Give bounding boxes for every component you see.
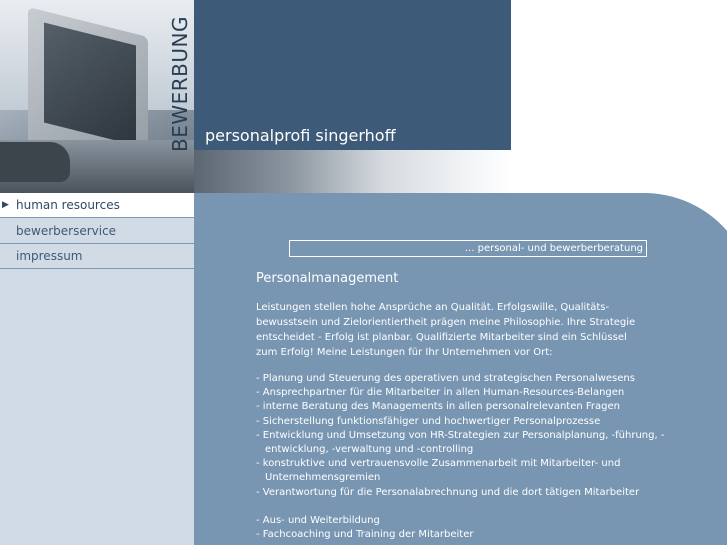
- telephone-shape: [0, 142, 70, 182]
- sidebar-item-impressum[interactable]: [0, 244, 194, 269]
- list-item: - Fachcoaching und Training der Mitarbeiter: [256, 529, 474, 541]
- keyboard-photo-strip: [194, 150, 511, 193]
- list-item: - Sicherstellung funktionsfähiger und hochwertiger Personalprozesse: [256, 415, 601, 427]
- list-item: - Aus- und Weiterbildung: [256, 515, 380, 527]
- brand-name: personalprofi singerhoff: [205, 126, 396, 145]
- sidebar-item-label: human resources: [16, 198, 120, 212]
- sidebar-item-label: bewerberservice: [16, 224, 117, 238]
- list-spacer: [256, 500, 676, 514]
- vertical-title: BEWERBUNG: [168, 16, 192, 152]
- sidebar-item-human-resources[interactable]: [0, 193, 194, 218]
- sidebar-item-label: impressum: [16, 249, 83, 263]
- list-item: - Entwicklung und Umsetzung von HR-Strategien zur Personalplanung, -führung, -entwicklung, -verwaltung und -controlling: [256, 429, 665, 456]
- page-title: Personalmanagement: [256, 271, 399, 286]
- sidebar-nav: [0, 193, 194, 545]
- list-item: - interne Beratung des Managements in allen personalrelevanten Fragen: [256, 401, 620, 413]
- list-item: - Ansprechpartner für die Mitarbeiter in allen Human-Resources-Belangen: [256, 387, 625, 399]
- intro-paragraph: Leistungen stellen hohe Ansprüche an Qualität. Erfolgswille, Qualitäts-bewusstsein und Zielorientiertheit prägen meine Philosophie. Ihre Strategie entscheidet - Erfolg ist planbar. Qualifizierte Mitarbeiter sind ein Schlüssel zum Erfolg! Meine Leistungen für Ihr Unternehmen vor Ort:: [256, 302, 636, 358]
- sidebar-item-bewerberservice[interactable]: [0, 219, 194, 244]
- header-photo: [0, 0, 194, 193]
- list-item: - konstruktive und vertrauensvolle Zusammenarbeit mit Mitarbeiter- und Unternehmensgremien: [256, 458, 621, 484]
- tagline-box: ... personal- und bewerberberatung: [289, 240, 647, 257]
- service-list: [256, 372, 676, 542]
- list-item: - Verantwortung für die Personalabrechnung und die dort tätigen Mitarbeiter: [256, 486, 640, 498]
- arrow-right-icon: ▶: [2, 200, 9, 210]
- list-item: - Planung und Steuerung des operativen und strategischen Personalwesens: [256, 373, 635, 384]
